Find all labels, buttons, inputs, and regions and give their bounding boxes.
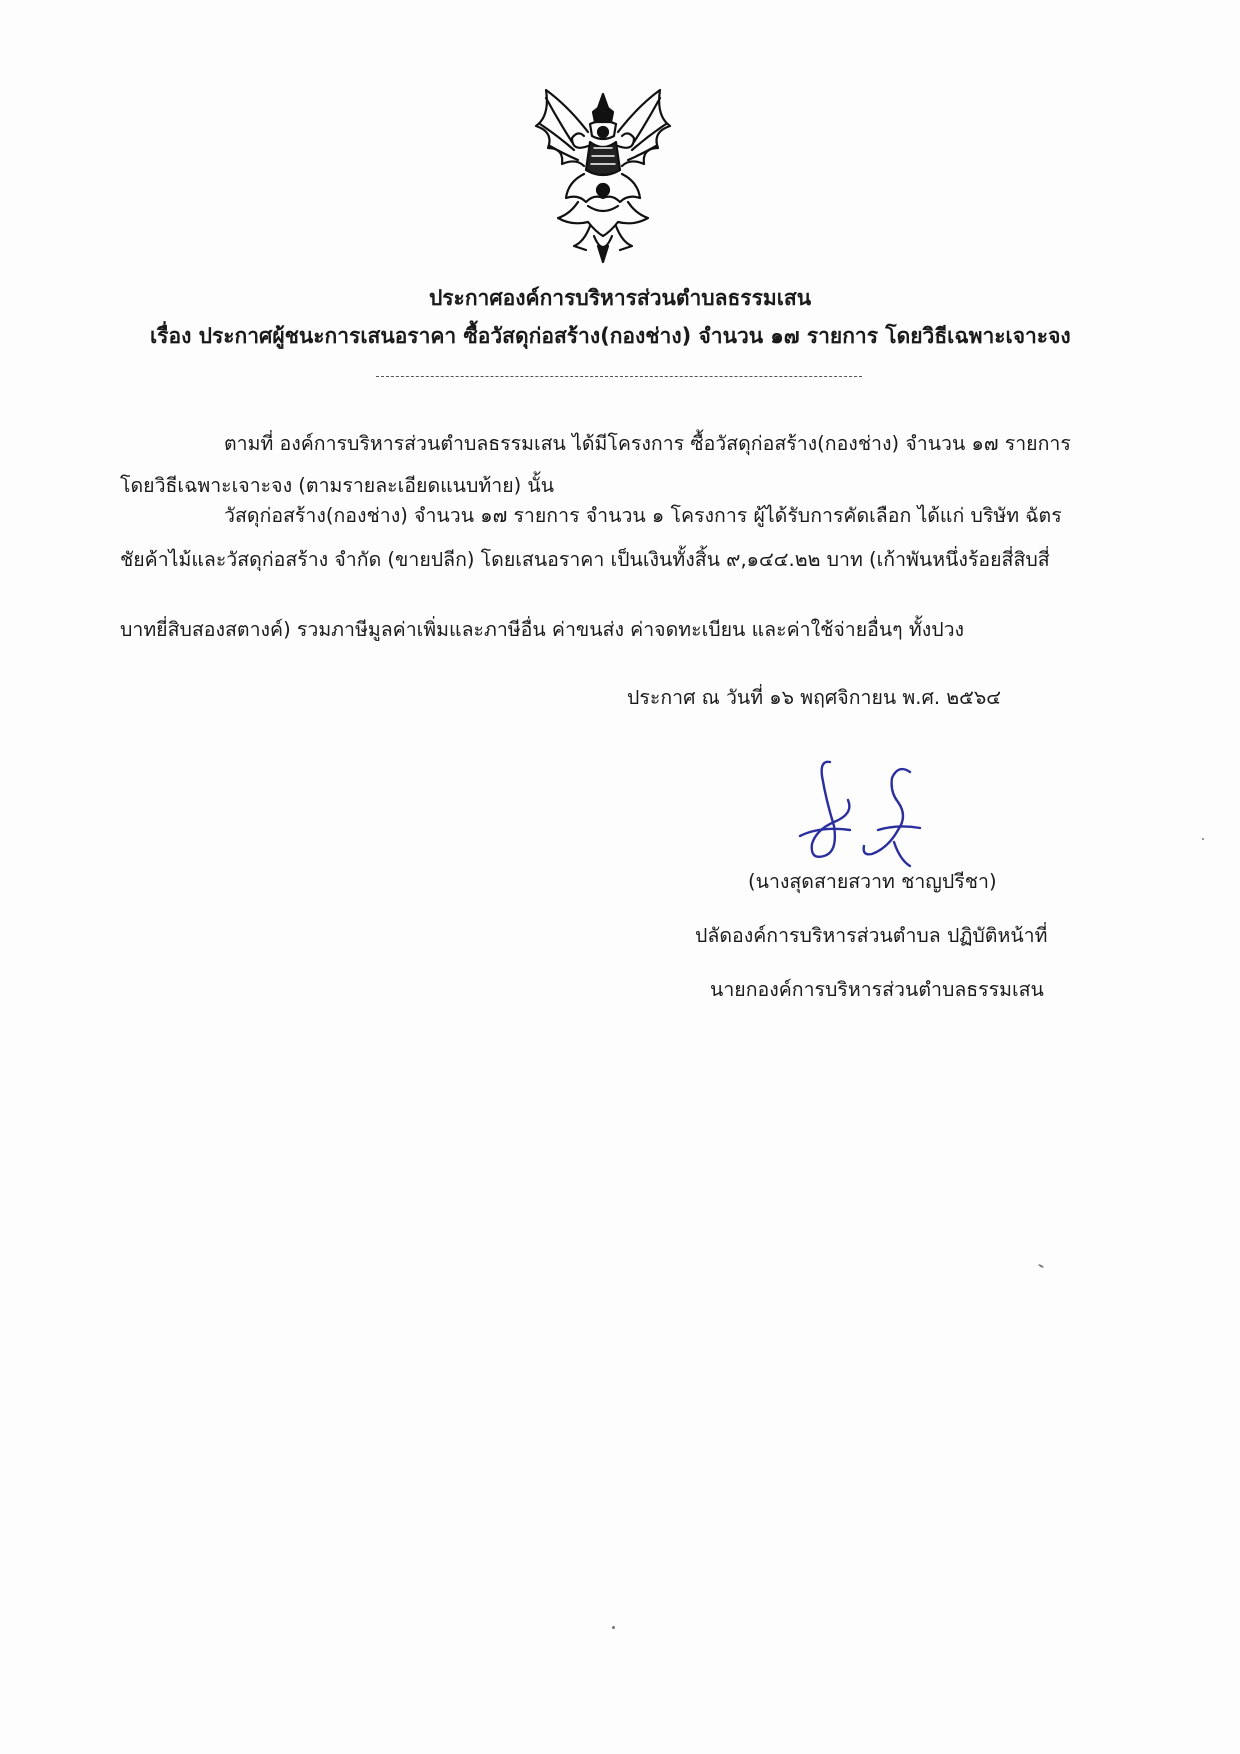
body-paragraph-1-line-2: โดยวิธีเฉพาะเจาะจง (ตามรายละเอียดแนบท้าย) นั้น (120, 474, 555, 497)
body-paragraph-2-line-1: วัสดุก่อสร้าง(กองช่าง) จำนวน ๑๗ รายการ จำนวน ๑ โครงการ ผู้ได้รับการคัดเลือก ได้แก่ บริษัท ฉัตร (224, 504, 1062, 527)
announcement-title: ประกาศองค์การบริหารส่วนตำบลธรรมเสน (428, 286, 812, 310)
body-paragraph-2-line-3: บาทยี่สิบสองสตางค์) รวมภาษีมูลค่าเพิ่มและภาษีอื่น ค่าขนส่ง ค่าจดทะเบียน และค่าใช้จ่ายอื่นๆ ทั้งปวง (120, 618, 965, 641)
handwritten-signature-icon (790, 756, 950, 876)
scan-speck (612, 1626, 615, 1629)
announcement-date: ประกาศ ณ วันที่ ๑๖ พฤศจิกายน พ.ศ. ๒๕๖๔ (627, 686, 1001, 709)
body-paragraph-1-line-1: ตามที่ องค์การบริหารส่วนตำบลธรรมเสน ได้มีโครงการ ซื้อวัสดุก่อสร้าง(กองช่าง) จำนวน ๑๗ รายการ (224, 432, 1071, 455)
signer-name: (นางสุดสายสวาท ชาญปรีชา) (748, 870, 997, 893)
scan-speck (1038, 1264, 1044, 1269)
body-paragraph-2-line-2: ชัยค้าไม้และวัสดุก่อสร้าง จำกัด (ขายปลีก) โดยเสนอราคา เป็นเงินทั้งสิ้น ๙,๑๔๔.๒๒ บาท (เก้าพันหนึ่งร้อยสี่สิบสี่ (120, 548, 1050, 571)
signer-position-line-1: ปลัดองค์การบริหารส่วนตำบล ปฏิบัติหน้าที่ (695, 924, 1048, 947)
signer-position-line-2: นายกองค์การบริหารส่วนตำบลธรรมเสน (710, 978, 1044, 1001)
title-divider (376, 376, 862, 377)
garuda-emblem-icon (528, 86, 678, 266)
scan-speck (1202, 838, 1204, 840)
announcement-subject: เรื่อง ประกาศผู้ชนะการเสนอราคา ซื้อวัสดุก่อสร้าง(กองช่าง) จำนวน ๑๗ รายการ โดยวิธีเฉพาะเจาะจง (150, 324, 1071, 348)
